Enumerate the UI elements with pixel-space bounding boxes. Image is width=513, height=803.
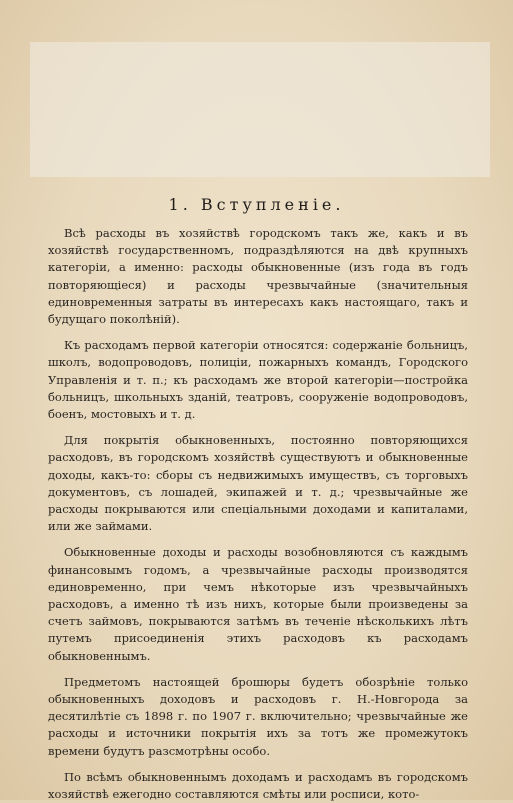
chapter-title: 1. Вступленіе. bbox=[168, 195, 345, 214]
body-text bbox=[48, 225, 468, 803]
paragraph: Всѣ расходы въ хозяйствѣ городскомъ такъ же, какъ и въ хозяйствѣ государственномъ, подраздѣляются на двѣ крупныхъ категоріи, а именно: расходы обыкновенные (изъ года въ годъ повторяющіеся) и расходы чрезвычайные (значительныя единовременныя затраты въ интересахъ какъ настоящаго, такъ и будущаго поколѣній). bbox=[48, 226, 468, 327]
paragraph: Къ расходамъ первой категоріи относятся: содержаніе больницъ, школъ, водопроводовъ, полиціи, пожарныхъ командъ, Городского Управленія и т. п.; къ расходамъ же второй категоріи—постройка больницъ, школьныхъ зданій, театровъ, сооруженіе водопроводовъ, боенъ, мостовыхъ и т. д. bbox=[48, 338, 468, 422]
paragraph: Предметомъ настоящей брошюры будетъ обозрѣніе только обыкновенныхъ доходовъ и расходовъ г. Н.-Новгорода за десятилѣтіе съ 1898 г. по 1907 г. включительно; чрезвычайные же расходы и источники покрытія ихъ за тотъ же промежутокъ времени будутъ разсмотрѣны особо. bbox=[48, 674, 468, 758]
paragraph: По всѣмъ обыкновеннымъ доходамъ и расходамъ въ городскомъ хозяйствѣ ежегодно составляются смѣты или росписи, кото- bbox=[48, 769, 468, 802]
paragraph: Обыкновенные доходы и расходы возобновляются съ каждымъ финансовымъ годомъ, а чрезвычайные расходы производятся единовременно, при чемъ нѣкоторые изъ чрезвычайныхъ расходовъ, а именно тѣ изъ нихъ, которые были произведены за счетъ займовъ, покрываются затѣмъ въ теченіе нѣсколькихъ лѣтъ путемъ присоединенія этихъ расходовъ къ расходамъ обыкновеннымъ. bbox=[48, 545, 468, 663]
blank-top-area bbox=[30, 42, 490, 177]
paragraph: Для покрытія обыкновенныхъ, постоянно повторяющихся расходовъ, въ городскомъ хозяйствѣ существуютъ и обыкновенные доходы, какъ-то: сборы съ недвижимыхъ имуществъ, съ торговыхъ документовъ, съ лошадей, экипажей и т. д.; чрезвычайные же расходы покрываются или спеціальными доходами и капиталами, или же займами. bbox=[48, 433, 468, 534]
